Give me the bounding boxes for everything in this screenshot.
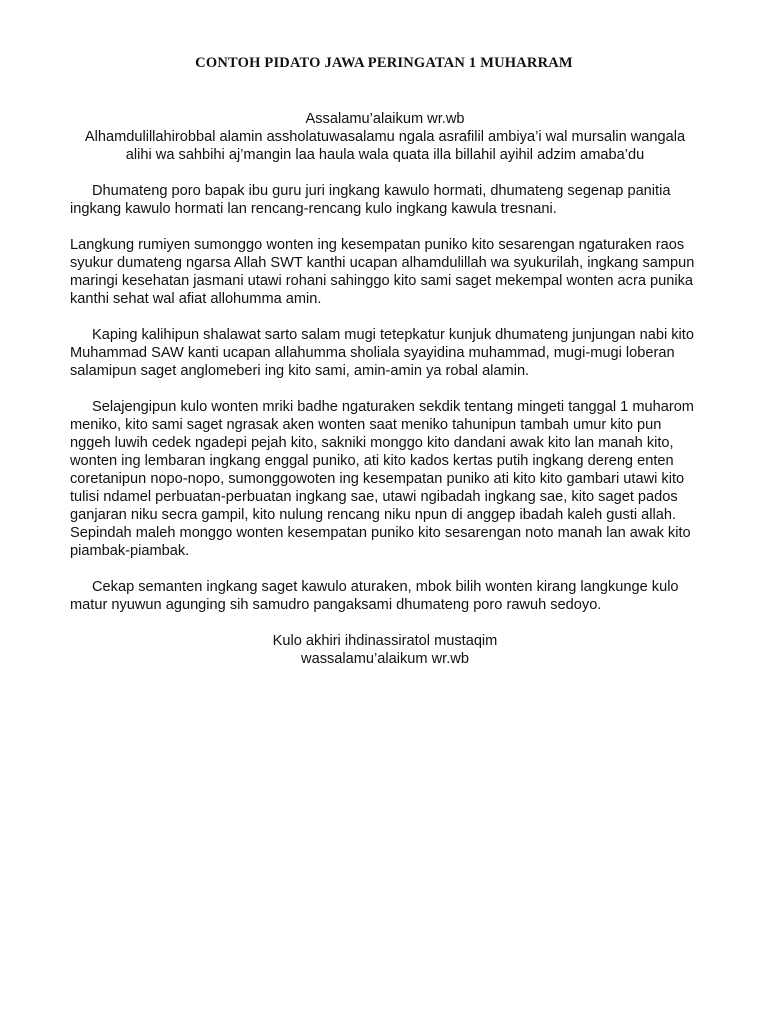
opening-line-2: alihi wa sahbihi aj’mangin laa haula wala quata illa billahil ayihil adzim amaba’du bbox=[125, 147, 645, 163]
opening-line-1: Alhamdulillahirobbal alamin assholatuwasalamu ngala asrafilil ambiya’i wal mursalin wangala bbox=[84, 129, 686, 145]
closing-line-1: Kulo akhiri ihdinassiratol mustaqim bbox=[272, 633, 498, 649]
closing-line-2: wassalamu’alaikum wr.wb bbox=[301, 651, 469, 667]
paragraph-muharram: Selajengipun kulo wonten mriki badhe ngaturaken sekdik tentang mingeti tanggal 1 muharom meniko, kito sami saget ngrasak aken wonten saat meniko tahunipun tambah umur kito pun nggeh luwih cedek ngadepi pejah kito, sakniki monggo kito dandani awak kito lan manah kito, wonten ing lembaran ingkang enggal puniko, ati kito kados kertas putih ingkang dereng enten coretanipun nopo-nopo, sumonggowoten ing kesempatan puniko ati kito kito gambari utawi kito tulisi ndamel perbuatan-perbuatan ingkang sae, utawi ngibadah ingkang sae, kito saget pados ganjaran niku secra gampil, kito nulung rencang niku npun di anggep ibadah kaleh gusti allah. Sepindah maleh monggo wonten kesempatan puniko kito sesarengan noto manah lan awak kito piambak-piambak. bbox=[70, 399, 694, 559]
document-title: CONTOH PIDATO JAWA PERINGATAN 1 MUHARRAM bbox=[195, 55, 573, 71]
paragraph-gratitude: Langkung rumiyen sumonggo wonten ing kesempatan puniko kito sesarengan ngaturaken raos syukur dumateng ngarsa Allah SWT kanthi ucapan alhamdulillah wa syukurilah, ingkang sampun maringi kesehatan jasmani utawi rohani sahinggo kito sami saget mekempal wonten acra punika kanthi sehat wal afiat allohumma amin. bbox=[70, 237, 695, 307]
salam-opening: Assalamu’alaikum wr.wb bbox=[305, 111, 465, 127]
paragraph-greeting: Dhumateng poro bapak ibu guru juri ingkang kawulo hormati, dhumateng segenap panitia ingkang kawulo hormati lan rencang-rencang kulo ingkang kawula tresnani. bbox=[70, 183, 671, 217]
paragraph-closing: Cekap semanten ingkang saget kawulo aturaken, mbok bilih wonten kirang langkunge kulo matur nyuwun agunging sih samudro pangaksami dhumateng poro rawuh sedoyo. bbox=[70, 579, 679, 613]
speech-body bbox=[70, 110, 700, 668]
paragraph-shalawat: Kaping kalihipun shalawat sarto salam mugi tetepkatur kunjuk dhumateng junjungan nabi kito Muhammad SAW kanti ucapan allahumma sholiala syayidina muhammad, mugi-mugi loberan salamipun saget anglomeberi ing kito sami, amin-amin ya robal alamin. bbox=[70, 327, 694, 379]
